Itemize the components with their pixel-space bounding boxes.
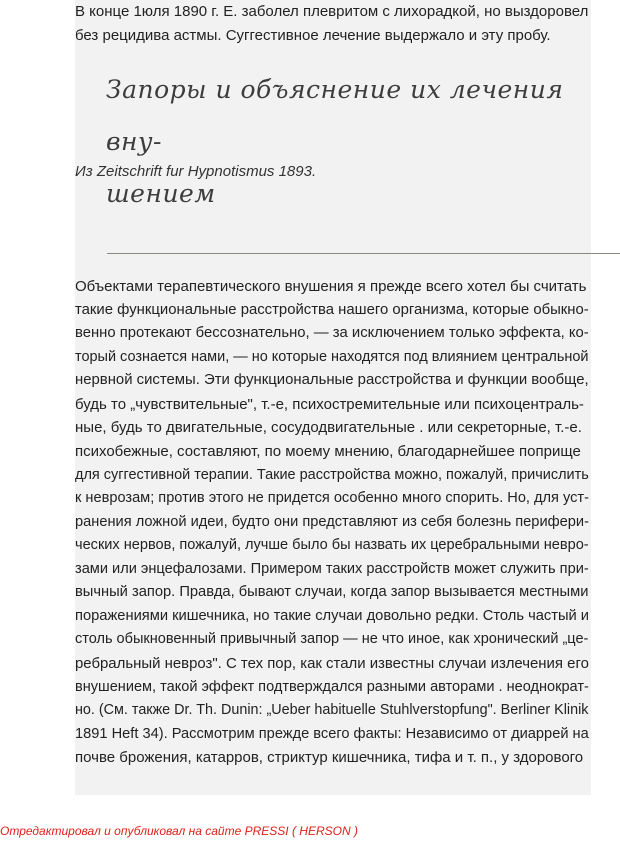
body-line: к неврозам; против этого не придется особенно много спорить. Но, для уст- bbox=[75, 490, 589, 507]
body-line: нервной системы. Эти функциональные расстройства и функции вообще, bbox=[75, 372, 589, 389]
body-line: торый сознается нами, — но которые находятся под влиянием центральной bbox=[75, 348, 589, 365]
intro-line: без рецидива астмы. Суггестивное лечение выдержало и эту пробу. bbox=[75, 26, 551, 44]
body-line: ранения ложной идеи, будто они представляют из себя болезнь перифери- bbox=[75, 513, 589, 530]
body-line: ные, будь то двигательные, сосудодвигательные . или секреторные, т.-е. bbox=[75, 419, 582, 437]
body-line: но. (См. также Dr. Th. Dunin: „Ueber habituelle Stuhlverstopfung". Berliner Klinik bbox=[75, 702, 589, 719]
body-line: ческих нервов, пожалуй, лучше было бы назвать их церебральными невро- bbox=[75, 537, 589, 554]
body-line: почве брожения, катарров, стриктур кишечника, тифа и т. п., у здорового bbox=[75, 749, 584, 767]
body-line: будь то „чувствительные", т.-е, психостремительные или психоцентраль- bbox=[75, 395, 584, 413]
source-citation: Из Zeitschrift fur Hypnotismus 1893. bbox=[75, 163, 317, 180]
body-line: зами или энцефалозами. Примером таких расстройств может служить при- bbox=[75, 560, 589, 577]
divider-rule bbox=[107, 253, 620, 254]
body-line: Объектами терапевтического внушения я прежде всего хотел бы считать bbox=[75, 278, 587, 295]
body-line: такие функциональные расстройства нашего организма, которые обыкно- bbox=[75, 301, 589, 318]
body-line: психобежные, составляют, по моему мнению, благодарнейшее поприще bbox=[75, 442, 581, 460]
heading-line: шением bbox=[106, 179, 216, 208]
intro-paragraph bbox=[75, 0, 591, 47]
publisher-footer: Отредактировал и опубликовал на сайте PRESSI ( HERSON ) bbox=[0, 824, 358, 838]
body-line: внушением, такой эффект подтверждался разными авторами . неоднократ- bbox=[75, 678, 589, 695]
heading-line: Запоры и объяснение их лечения вну- bbox=[106, 75, 564, 156]
body-line: 1891 Heft 34). Рассмотрим прежде всего факты: Независимо от диаррей на bbox=[75, 725, 589, 742]
body-line: ребральный невроз". С тех пор, как стали известны случаи излечения его bbox=[75, 655, 589, 672]
body-line: вычный запор. Правда, бывают случаи, когда запор вызывается местными bbox=[75, 584, 589, 601]
body-line: для суггестивной терапии. Такие расстройства можно, пожалуй, причислить bbox=[75, 466, 589, 483]
body-paragraph bbox=[75, 275, 591, 770]
body-line: венно протекают бессознательно, — за исключением только эффекта, ко- bbox=[75, 325, 589, 342]
intro-line: В конце 1юля 1890 г. Е. заболел плевритом с лихорадкой, но выздоровел bbox=[75, 3, 589, 20]
chapter-heading bbox=[106, 64, 596, 220]
body-line: поражениями кишечника, но такие случаи довольно редки. Столь частый и bbox=[75, 607, 590, 624]
body-line: столь обыкновенный привычный запор — не что иное, как хронический „це- bbox=[75, 631, 589, 648]
